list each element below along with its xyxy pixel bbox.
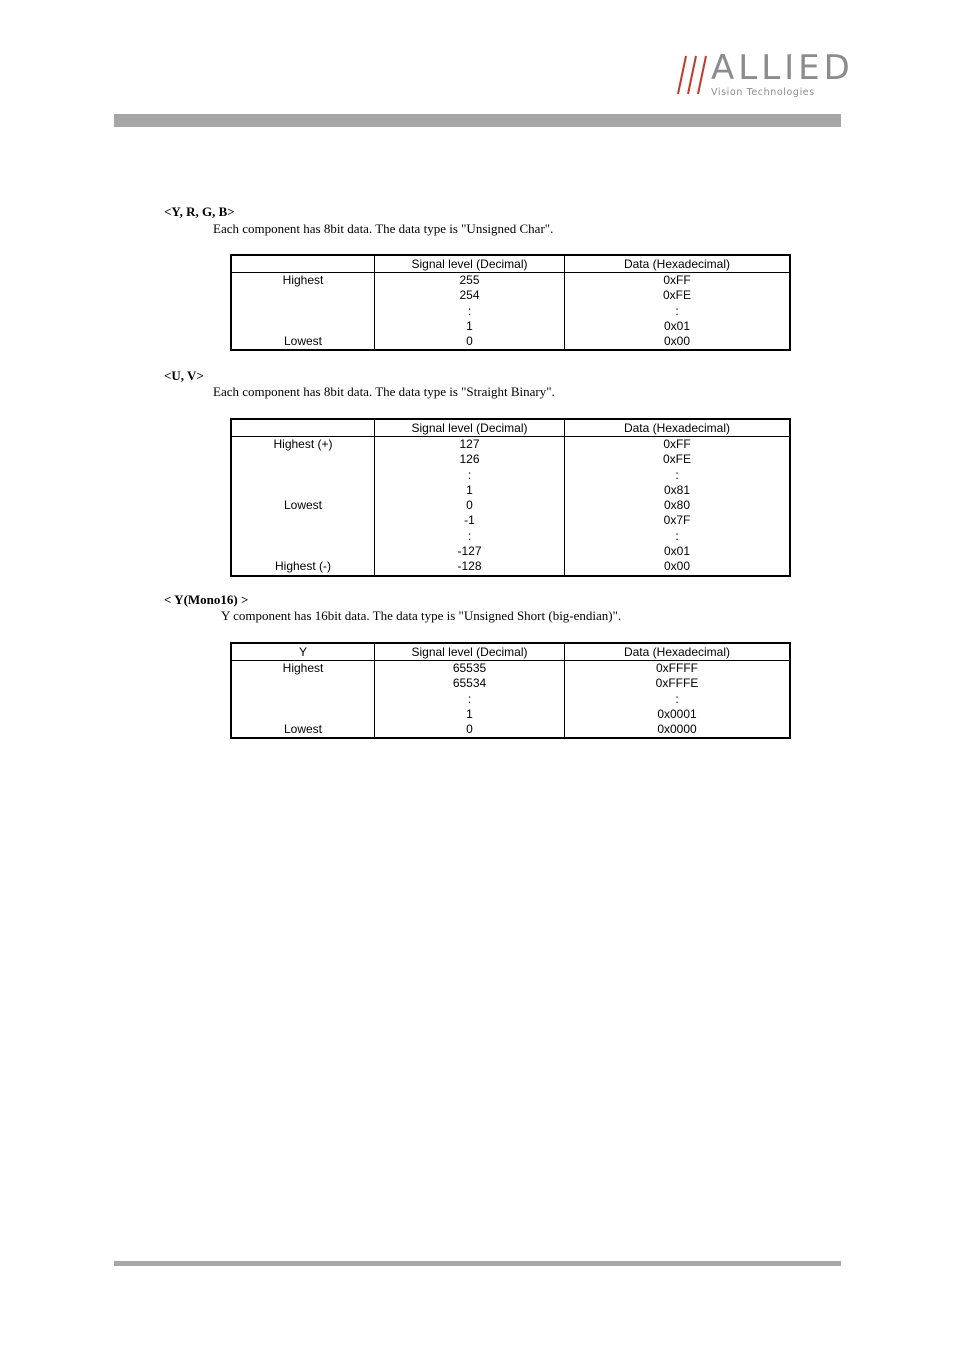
section-description: Y component has 16bit data. The data type is "Unsigned Short (big-endian)". — [221, 608, 622, 623]
signal-cell: -127 — [457, 544, 482, 559]
signal-cell: -128 — [457, 559, 482, 574]
hex-cell: 0xFFFF — [656, 661, 698, 675]
logo-tagline: Vision Technologies — [711, 87, 815, 98]
hex-cell: : — [675, 528, 679, 543]
logo-slashes-icon — [668, 52, 712, 96]
hex-cell: 0x00 — [663, 559, 691, 574]
column-header: Data (Hexadecimal) — [623, 257, 731, 271]
signal-cell: 1 — [466, 482, 473, 497]
hex-cell: 0xFE — [662, 452, 691, 467]
row-label — [232, 544, 374, 559]
signal-cell: : — [467, 691, 472, 706]
table-header — [232, 256, 789, 273]
row-label: Highest (-) — [274, 559, 331, 574]
row-label: Highest — [282, 661, 324, 675]
hex-cell: : — [675, 303, 679, 318]
hex-cell: 0x7F — [663, 513, 691, 528]
signal-cell: 65534 — [452, 676, 487, 691]
value-table — [230, 254, 791, 351]
row-label — [232, 529, 374, 544]
signal-cell: 0 — [466, 722, 473, 737]
hex-cell: 0x01 — [663, 318, 691, 333]
signal-cell: 127 — [459, 437, 480, 451]
logo-wordmark: ALLIED — [711, 48, 854, 88]
column-header — [232, 256, 375, 272]
table-header — [232, 644, 789, 661]
row-label: Lowest — [283, 722, 323, 737]
row-label — [232, 513, 374, 528]
hex-cell: 0xFFFE — [655, 676, 699, 691]
value-table — [230, 642, 791, 739]
value-table — [230, 418, 791, 577]
row-label — [232, 676, 374, 691]
column-header: Data (Hexadecimal) — [623, 645, 731, 659]
signal-cell: 1 — [466, 318, 473, 333]
section-description: Each component has 8bit data. The data type is "Straight Binary". — [213, 384, 555, 399]
signal-cell: : — [467, 467, 472, 482]
hex-cell: 0x81 — [663, 482, 691, 497]
hex-cell: 0x0000 — [657, 722, 697, 737]
hex-cell: 0xFF — [663, 437, 691, 451]
signal-cell: -1 — [464, 513, 475, 528]
signal-cell: 254 — [459, 288, 480, 303]
section-description: Each component has 8bit data. The data type is "Unsigned Char". — [213, 221, 554, 236]
section-title: < Y(Mono16) > — [164, 592, 249, 607]
hex-cell: 0x00 — [663, 334, 691, 349]
column-header: Data (Hexadecimal) — [623, 421, 731, 435]
hex-cell: 0xFF — [663, 273, 691, 287]
table-header — [232, 420, 789, 437]
signal-cell: : — [467, 303, 472, 318]
row-label — [232, 468, 374, 483]
column-header: Y — [232, 644, 375, 660]
row-label: Lowest — [283, 334, 323, 349]
table-body — [232, 437, 789, 575]
row-label — [232, 707, 374, 722]
row-label: Lowest — [283, 498, 323, 513]
hex-cell: 0x80 — [663, 498, 691, 513]
allied-logo — [668, 48, 854, 100]
column-header: Signal level (Decimal) — [375, 420, 565, 436]
row-label — [232, 692, 374, 707]
table-body — [232, 273, 789, 349]
signal-cell: 126 — [459, 452, 480, 467]
hex-cell: : — [675, 467, 679, 482]
table-body — [232, 661, 789, 737]
column-header: Signal level (Decimal) — [375, 256, 565, 272]
section-title: <Y, R, G, B> — [164, 204, 235, 219]
row-label — [232, 304, 374, 319]
hex-cell: 0x01 — [663, 544, 691, 559]
header-divider — [114, 114, 841, 127]
signal-cell: 0 — [466, 334, 473, 349]
row-label — [232, 452, 374, 467]
row-label: Highest (+) — [273, 437, 333, 451]
row-label — [232, 319, 374, 334]
column-header: Signal level (Decimal) — [375, 644, 565, 660]
hex-cell: : — [675, 691, 679, 706]
signal-cell: 1 — [466, 706, 473, 721]
row-label: Highest — [282, 273, 324, 287]
section-title: <U, V> — [164, 368, 204, 383]
row-label — [232, 288, 374, 303]
signal-cell: 65535 — [452, 661, 487, 675]
hex-cell: 0x0001 — [657, 706, 697, 721]
column-header — [232, 420, 375, 436]
signal-cell: 255 — [459, 273, 480, 287]
signal-cell: : — [467, 528, 472, 543]
hex-cell: 0xFE — [662, 288, 691, 303]
signal-cell: 0 — [466, 498, 473, 513]
row-label — [232, 483, 374, 498]
footer-divider — [114, 1261, 841, 1266]
